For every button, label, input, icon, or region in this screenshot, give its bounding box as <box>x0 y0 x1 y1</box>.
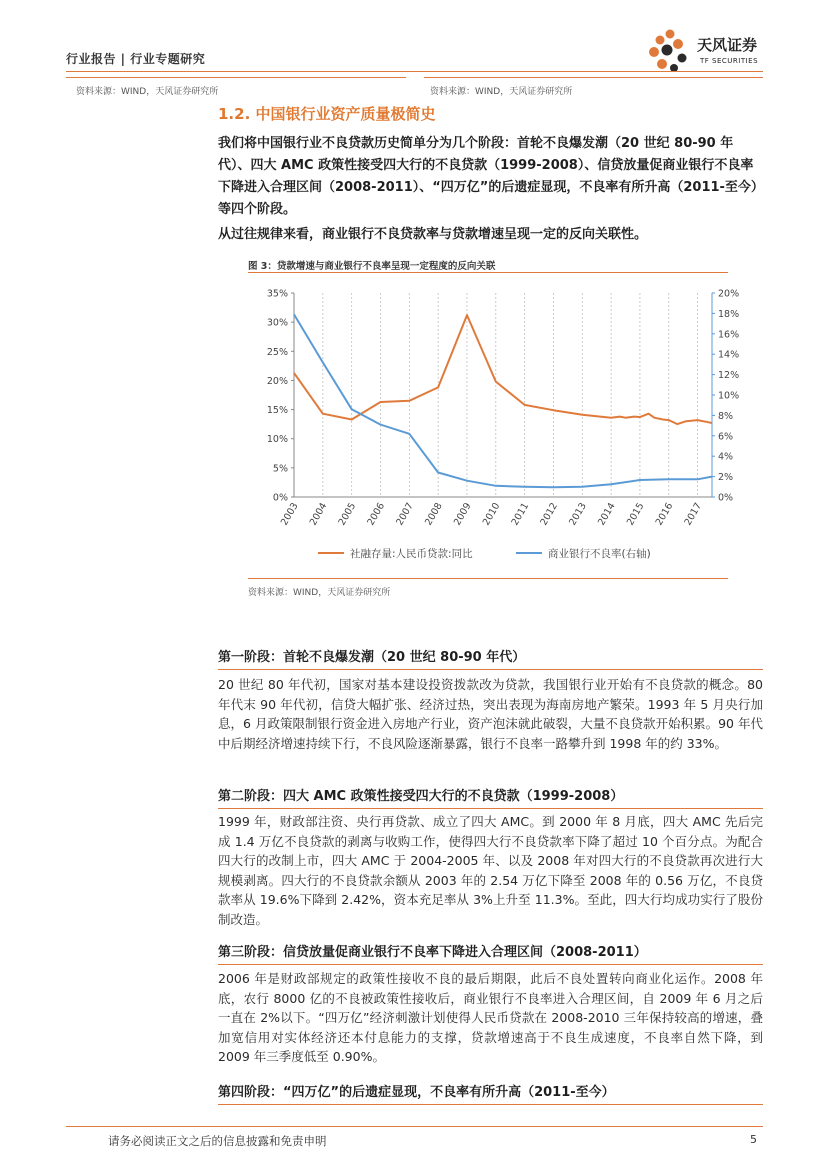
y-right-tick-label: 2% <box>718 472 734 484</box>
y-right-tick-label: 4% <box>718 451 734 463</box>
loan-growth-npl-chart <box>248 276 740 576</box>
logo-name-cn: 天风证券 <box>697 36 758 54</box>
x-tick-label: 2009 <box>451 501 474 528</box>
figure-title: 图 3：贷款增速与商业银行不良率呈现一定程度的反向关联 <box>248 261 496 272</box>
x-tick-label: 2003 <box>278 501 301 528</box>
section-intro-2: 从过往规律来看，商业银行不良贷款率与贷款增速呈现一定的反向关联性。 <box>218 227 648 242</box>
x-tick-label: 2007 <box>394 501 416 528</box>
logo-name-en: TF SECURITIES <box>700 57 759 65</box>
y-right-tick-label: 18% <box>718 308 740 320</box>
y-left-tick-label: 0% <box>272 492 288 504</box>
y-right-tick-label: 8% <box>718 410 734 422</box>
header-divider <box>66 71 763 72</box>
stage-2-divider <box>218 808 763 809</box>
x-tick-label: 2011 <box>509 501 532 528</box>
page-number: 5 <box>750 1133 757 1146</box>
prev-figure-source-right: 资料来源：WIND，天风证券研究所 <box>430 87 573 97</box>
footer-divider <box>66 1126 763 1127</box>
y-right-tick-label: 6% <box>718 431 734 443</box>
y-right-tick-label: 10% <box>718 390 740 402</box>
y-right-tick-label: 0% <box>718 492 734 504</box>
prev-figure-divider-left <box>66 77 406 78</box>
prev-figure-divider-right <box>424 77 763 78</box>
y-left-tick-label: 35% <box>266 288 288 300</box>
y-left-tick-label: 15% <box>266 405 288 417</box>
x-tick-label: 2013 <box>567 501 589 528</box>
x-tick-label: 2015 <box>624 501 647 528</box>
y-right-tick-label: 16% <box>718 329 740 341</box>
section-title: 1.2. 中国银行业资产质量极简史 <box>218 105 436 123</box>
legend-label: 社融存量:人民币贷款:同比 <box>350 548 473 560</box>
y-left-tick-label: 25% <box>266 346 288 358</box>
x-tick-label: 2008 <box>423 501 445 528</box>
stage-1-text: 20 世纪 80 年代初，国家对基本建设投资拨款改为贷款，我国银行业开始有不良贷款的概念。80 年代末 90 年代初，信贷大幅扩张、经济过热，突出表现为海南房地产繁荣。1993 年 5 月央行加息，6 月政策限制银行资金进入房地产行业，资产泡沫就此破裂，大量不良贷款开始积累。90 年代中后期经济增速持续下行，不良风险逐渐暴露，银行不良率一路攀升到 1998 年的约 33%。 <box>218 677 763 751</box>
stage-1-divider <box>218 669 763 670</box>
x-tick-label: 2016 <box>653 501 676 528</box>
x-tick-label: 2010 <box>480 501 503 528</box>
y-left-tick-label: 5% <box>272 463 288 475</box>
stage-4-title: 第四阶段：“四万亿”的后遗症显现，不良率有所升高（2011-至今） <box>218 1085 615 1100</box>
y-right-tick-label: 20% <box>718 288 740 300</box>
figure-bottom-divider <box>248 578 728 579</box>
series-line-1 <box>294 315 712 424</box>
x-tick-label: 2014 <box>596 501 618 528</box>
report-category: 行业报告 | 行业专题研究 <box>66 52 206 66</box>
figure-source: 资料来源：WIND，天风证券研究所 <box>248 588 391 598</box>
company-logo <box>640 28 770 76</box>
series-line-2 <box>294 314 712 487</box>
logo-mark-icon <box>640 28 696 76</box>
x-tick-label: 2004 <box>307 501 330 528</box>
y-right-tick-label: 14% <box>718 349 740 361</box>
x-tick-label: 2005 <box>336 501 359 528</box>
figure-top-divider <box>248 272 728 273</box>
y-left-tick-label: 10% <box>266 434 288 446</box>
y-left-tick-label: 20% <box>266 375 288 387</box>
legend-label: 商业银行不良率(右轴) <box>548 548 651 560</box>
x-tick-label: 2012 <box>538 501 561 528</box>
stage-3-title: 第三阶段：信贷放量促商业银行不良率下降进入合理区间（2008-2011） <box>218 945 647 960</box>
stage-2-text: 1999 年，财政部注资、央行再贷款、成立了四大 AMC。到 2000 年 8 月底，四大 AMC 先后完成 1.4 万亿不良贷款的剥离与收购工作，使得四大行不良贷款率下降了超过 10 个百分点。为配合四大行的改制上市，四大 AMC 于 2004-2005 年、以及 2008 年对四大行的不良贷款再次进行大规模剥离。四大行的不良贷款余额从 2003 年的 2.54 万亿下降至 2008 年的 0.56 万亿，不良贷款率从 19.6%下降到 2.42%，资本充足率从 3%上升至 11.3%。至此，四大行均成功实行了股份制改造。 <box>218 814 763 927</box>
stage-3-divider <box>218 964 763 965</box>
stage-1-title: 第一阶段：首轮不良爆发潮（20 世纪 80-90 年代） <box>218 650 526 665</box>
y-right-tick-label: 12% <box>718 370 740 382</box>
x-tick-label: 2017 <box>682 501 705 528</box>
prev-figure-source-left: 资料来源：WIND，天风证券研究所 <box>76 87 219 97</box>
stage-3-text: 2006 年是财政部规定的政策性接收不良的最后期限，此后不良处置转向商业化运作。2008 年底，农行 8000 亿的不良被政策性接收后，商业银行不良率进入合理区间，自 2009 年 6 月之后一直在 2%以下。“四万亿”经济刺激计划使得人民币贷款在 2008-2010 三年保持较高的增速，叠加宽信用对实体经济还本付息能力的支撑，贷款增速高于不良生成速度，不良率自然下降，到 2009 年三季度低至 0.90%。 <box>218 971 763 1064</box>
section-intro: 我们将中国银行业不良贷款历史简单分为几个阶段：首轮不良爆发潮（20 世纪 80-90 年代）、四大 AMC 政策性接受四大行的不良贷款（1999-2008）、信贷放量促商业银行不良率下降进入合理区间（2008-2011）、“四万亿”的后遗症显现，不良率有所升高（2011-至今）等四个阶段。 <box>218 136 758 217</box>
stage-2-title: 第二阶段：四大 AMC 政策性接受四大行的不良贷款（1999-2008） <box>218 789 624 804</box>
stage-4-divider <box>218 1104 763 1105</box>
footer-disclaimer: 请务必阅读正文之后的信息披露和免责申明 <box>108 1134 327 1148</box>
y-left-tick-label: 30% <box>266 317 288 329</box>
x-tick-label: 2006 <box>365 501 388 528</box>
